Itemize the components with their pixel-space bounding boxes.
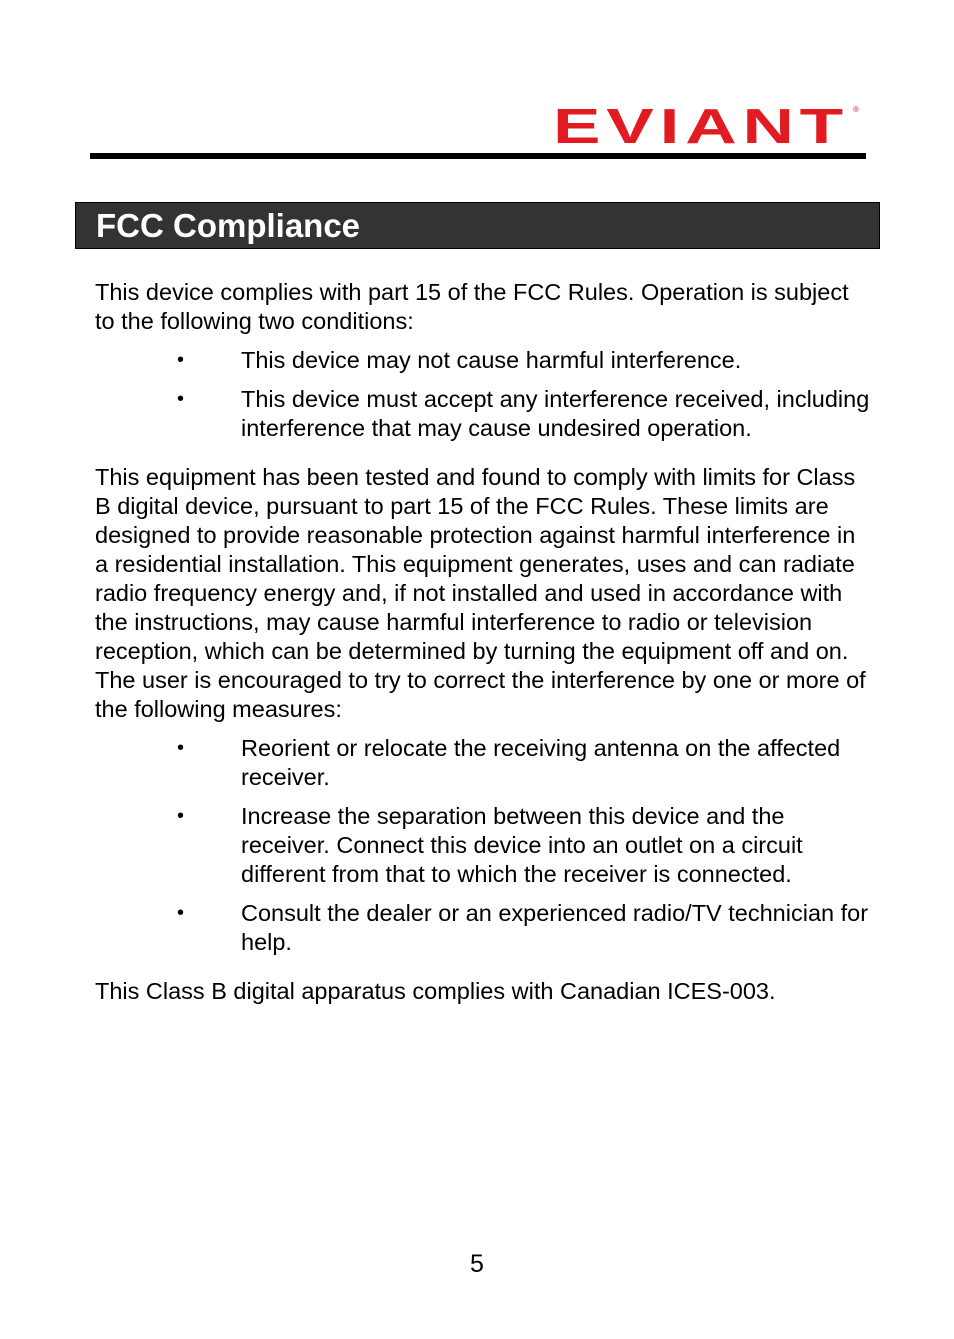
list-item-text: This device may not cause harmful interference. [241,347,742,373]
bullet-icon: • [177,388,185,410]
list-item [95,385,870,443]
registered-mark: ® [853,105,859,114]
document-body [95,278,870,1006]
header-rule [90,153,866,159]
section-title: FCC Compliance [96,207,361,244]
canada-paragraph: This Class B digital apparatus complies with Canadian ICES-003. [95,978,776,1004]
list-item-text: Consult the dealer or an experienced radio/TV technician for help. [241,900,869,955]
list-item-text: Increase the separation between this device and the receiver. Connect this device into an outlet on a circuit different from that to which the receiver is connected. [241,803,803,887]
list-item-text: Reorient or relocate the receiving antenna on the affected receiver. [241,735,841,790]
logo-text: EVIANT [553,103,849,147]
list-item-text: This device must accept any interference received, including interference that may cause undesired operation. [241,386,870,441]
equipment-paragraph: This equipment has been tested and found to comply with limits for Class B digital device, pursuant to part 15 of the FCC Rules. These limits are designed to provide reasonable protection against harmful interference in a residential installation. This equipment generates, uses and can radiate radio frequency energy and, if not installed and used in accordance with the instructions, may cause harmful interference to radio or television reception, which can be determined by turning the equipment off and on. The user is encouraged to try to correct the interference by one or more of the following measures: [95,464,866,722]
list-item [95,899,870,957]
bullet-icon: • [177,805,185,827]
bullet-icon: • [177,349,185,371]
section-header-bar [75,202,880,249]
list-item [95,734,870,792]
page-number: 5 [470,1250,484,1278]
measures-list [95,734,870,957]
list-item [95,346,870,375]
conditions-list [95,346,870,443]
intro-paragraph: This device complies with part 15 of the FCC Rules. Operation is subject to the following two conditions: [95,279,849,334]
list-item [95,802,870,889]
bullet-icon: • [177,737,185,759]
eviant-logo [553,103,865,147]
bullet-icon: • [177,902,185,924]
